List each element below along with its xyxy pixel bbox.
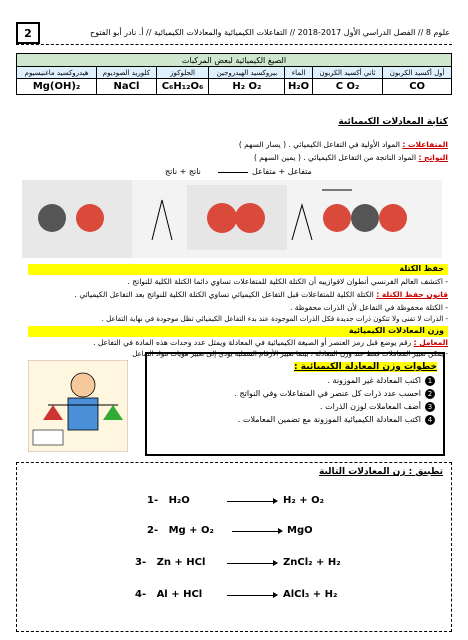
equation-reactants: متفاعل + متفاعل — [252, 167, 312, 176]
mass-line-3: - الكتلة محفوظة في التفاعل لأن الذرات محفوظة . — [289, 303, 448, 312]
coefficient-label: المعامل : — [413, 338, 448, 347]
step-item — [147, 402, 435, 412]
equation-arrow — [227, 595, 277, 596]
balancing-steps-box — [145, 352, 445, 456]
compound-formula: NaCl — [97, 79, 157, 95]
reactants-label: المتفاعلات : — [402, 140, 448, 149]
equation-row — [147, 525, 214, 536]
generic-equation — [165, 167, 201, 176]
step-number: 2 — [425, 389, 435, 399]
compound-name: هيدروكسيد ماغنيسيوم — [17, 67, 97, 79]
mass-section-title: حفظ الكتلة — [28, 264, 448, 275]
section-title-writing: كتابة المعادلات الكيميائية — [338, 117, 448, 127]
equation-number: 3- — [135, 557, 147, 568]
compound-formula: C O₂ — [312, 79, 383, 95]
reactants-definition — [239, 140, 448, 149]
application-title: تطبيق : زن المعادلات التالية — [319, 467, 443, 477]
mass-law-text: الكتلة الكلية للمتفاعلات قبل التفاعل الكيميائي تساوي الكتلة الكلية للنواتج بعد التفاعل الكيميائي . — [74, 290, 374, 299]
equation-arrow — [227, 563, 277, 564]
equation-number: 4- — [135, 589, 147, 600]
scientist-illustration — [28, 360, 128, 452]
step-text: أضف المعاملات لوزن الذرات . — [320, 402, 421, 411]
equation-row — [135, 557, 205, 568]
step-item — [147, 389, 435, 399]
step-number: 4 — [425, 415, 435, 425]
balance-section-title: وزن المعادلات الكيميائية — [28, 326, 448, 337]
arrowhead-icon — [278, 528, 283, 534]
compound-name: الجلوكوز — [156, 67, 209, 79]
equation-number: 1- — [147, 495, 159, 506]
equation-right: MgO — [287, 525, 313, 536]
compound-formula: CO — [383, 79, 452, 95]
equation-arrow — [227, 501, 277, 502]
compounds-table — [16, 53, 452, 95]
equation-products: ناتج + ناتج — [165, 167, 201, 176]
reaction-arrow — [218, 172, 248, 173]
oxygen-atom — [76, 204, 104, 232]
reactants-text: المواد الأولية في التفاعل الكيميائي . ( يسار السهم ) — [238, 140, 400, 149]
step-text: اكتب المعادلة الكيميائية الموزونة مع تضمين المعاملات . — [237, 415, 421, 424]
step-item — [147, 376, 435, 386]
compound-formula: H₂O — [285, 79, 312, 95]
products-label: النواتج : — [418, 153, 448, 162]
step-text: اكتب المعادلة غير الموزونة . — [327, 376, 421, 385]
step-number: 3 — [425, 402, 435, 412]
mass-line-1: - اكتشف العالم الفرنسي أنطوان لافوازييه أن الكتلة الكلية للمتفاعلات تساوي دائما الكتلة الكلية للنواتج . — [127, 277, 448, 286]
products-definition — [254, 153, 448, 162]
equation-row — [147, 495, 190, 506]
page-header-title: علوم 8 // الفصل الدراسي الأول 2017-2018 // التفاعلات الكيميائية والمعادلات الكيميائية // أ. نادر أبو الفتوح — [90, 28, 450, 37]
arrowhead-icon — [273, 560, 278, 566]
equation-right: AlCl₃ + H₂ — [283, 589, 338, 600]
compound-formula: Mg(OH)₂ — [17, 79, 97, 95]
steps-title: خطوات وزن المعادلة الكيميائية : — [294, 362, 437, 372]
compound-name: أول أكسيد الكربون — [383, 67, 452, 79]
application-box — [16, 462, 452, 632]
compound-formula: C₆H₁₂O₆ — [156, 79, 209, 95]
step-item — [147, 415, 435, 425]
step-text: احسب عدد ذرات كل عنصر في المتفاعلات وفي النواتج . — [234, 389, 421, 398]
compound-name: الماء — [285, 67, 312, 79]
compound-name: ثاني أكسيد الكربون — [312, 67, 383, 79]
balance-note: - يمكن تغيير المعاملات فقط عند وزن المعادلة ، بينما تغيير الأرقام السفلية يؤدي إلى تغيير هويات مواد التفاعل — [132, 350, 448, 358]
equation-left: Mg + O₂ — [168, 525, 214, 536]
equation-arrow — [232, 531, 282, 532]
equation-reactants-wrap — [252, 167, 312, 176]
compound-formula: H₂ O₂ — [209, 79, 285, 95]
equation-right: H₂ + O₂ — [283, 495, 324, 506]
products-text: المواد الناتجة من التفاعل الكيميائي . ( يمين السهم ) — [253, 153, 417, 162]
coefficient-definition — [93, 338, 448, 347]
arrowhead-icon — [273, 592, 278, 598]
equation-number: 2- — [147, 525, 159, 536]
equation-row — [135, 589, 202, 600]
compound-name: بيروكسيد الهيدروجين — [209, 67, 285, 79]
step-number: 1 — [425, 376, 435, 386]
mass-law — [75, 290, 448, 299]
equation-right: ZnCl₂ + H₂ — [283, 557, 341, 568]
page-number: 2 — [16, 22, 40, 44]
molecule-diagram — [22, 180, 442, 258]
equation-left: H₂O — [168, 495, 190, 506]
equation-left: Al + HCl — [156, 589, 203, 600]
mass-law-label: قانون حفظ الكتلة : — [376, 290, 448, 299]
coefficient-text: رقم يوضع قبل رمز العنصر أو الصيغة الكيميائية في المعادلة ويمثل عدد وحدات هذه المادة في التفاعل . — [93, 338, 412, 347]
carbon-atom — [38, 204, 66, 232]
arrowhead-icon — [273, 498, 278, 504]
header-divider — [16, 44, 452, 45]
compounds-table-title: الصيغ الكيميائية لبعض المركبات — [17, 54, 452, 67]
equation-left: Zn + HCl — [156, 557, 206, 568]
mass-line-4: - الذرات لا تفنى ولا تتكون ذرات جديدة فكل الذرات الموجودة عند بدء التفاعل الكيميائي تظل موجودة في نهاية التفاعل . — [101, 315, 448, 323]
compound-name: كلوريد الصوديوم — [97, 67, 157, 79]
